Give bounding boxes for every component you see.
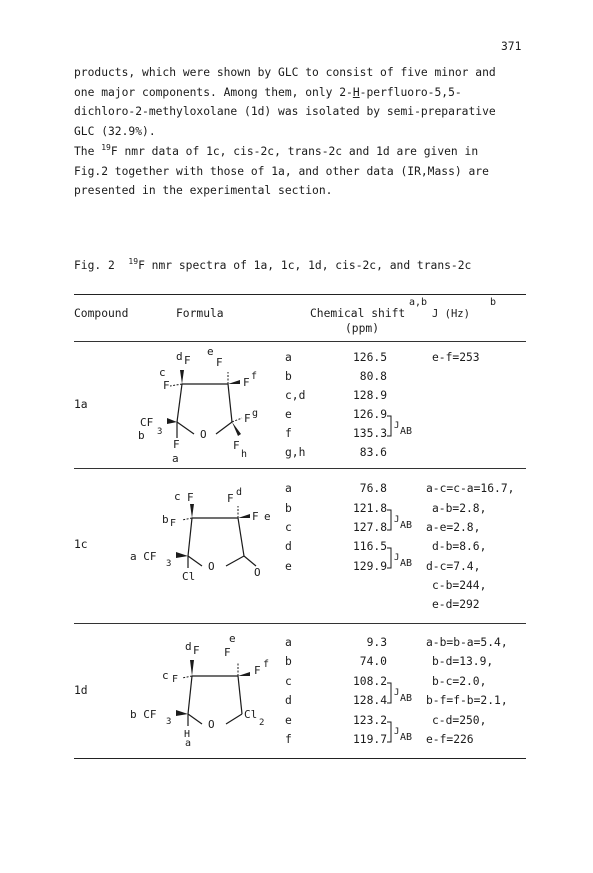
hash-bond — [182, 676, 192, 678]
coupling-value: e-f=226 — [426, 733, 474, 746]
coupling-value: e-f=253 — [432, 351, 480, 364]
bond — [226, 714, 242, 724]
bracket — [387, 416, 391, 436]
atom-f: F — [173, 438, 180, 451]
shift-value: 9.3 — [366, 636, 387, 649]
bracket — [387, 548, 391, 568]
shift-label: e — [285, 560, 292, 573]
hash-bond — [232, 418, 242, 422]
shift-label: d — [285, 694, 292, 707]
structure-1a — [130, 346, 280, 466]
atom-f: F — [172, 674, 179, 685]
label-c: c — [162, 669, 169, 682]
shift-label: b — [285, 370, 292, 383]
shift-value: 121.8 — [352, 502, 387, 515]
compound-label: 1d — [74, 684, 88, 697]
bond — [238, 676, 242, 714]
bond — [188, 676, 192, 714]
header-formula: Formula — [176, 307, 224, 320]
paragraph-line: Fig.2 together with those of 1a, and other data (IR,Mass) are — [74, 165, 489, 178]
shift-value: 126.5 — [352, 351, 387, 364]
shift-value: 76.8 — [359, 482, 387, 495]
ab-subscript: AB — [400, 520, 413, 531]
wedge-bond — [176, 552, 188, 558]
bond — [188, 518, 192, 556]
row-rule — [74, 623, 526, 624]
atom-f: F — [252, 510, 259, 523]
coupling-value: a-b=2.8, — [432, 502, 487, 515]
j-symbol: J — [394, 515, 400, 525]
coupling-value: b-f=f-b=2.1, — [426, 694, 508, 707]
header-rule — [74, 341, 526, 342]
label-f: f — [251, 371, 258, 382]
shift-value: 116.5 — [352, 540, 387, 553]
shift-label: d — [285, 540, 292, 553]
paragraph-line: products, which were shown by GLC to consist of five minor and — [74, 66, 496, 79]
atom-f: F — [254, 664, 261, 677]
table-top-rule — [74, 294, 526, 295]
text: F nmr data of 1c, cis-2c, trans-2c and 1d are given in — [110, 145, 479, 158]
bracket — [387, 722, 391, 742]
shift-value: 128.9 — [352, 389, 387, 402]
header-j: J (Hz) — [432, 308, 470, 320]
compound-label: 1c — [74, 538, 88, 551]
label-d: d — [176, 350, 183, 363]
atom-cf: CF — [140, 416, 154, 429]
label-b: b — [138, 429, 145, 442]
shift-label: a — [285, 636, 292, 649]
ab-subscript: AB — [400, 558, 413, 569]
bond — [226, 556, 244, 566]
shift-label: c,d — [285, 389, 306, 402]
atom-f: F — [227, 492, 234, 505]
jab-bracket — [386, 504, 422, 536]
wedge-bond — [238, 514, 250, 518]
jab-bracket — [386, 677, 422, 709]
wedge-bond — [228, 380, 240, 384]
j-symbol: J — [394, 421, 400, 431]
coupling-value: d-b=8.6, — [432, 540, 487, 553]
atom-f: F — [244, 412, 251, 425]
shift-label: e — [285, 408, 292, 421]
subscript-3: 3 — [166, 717, 172, 727]
wedge-bond — [190, 504, 194, 518]
label-d: d — [236, 487, 243, 498]
coupling-value: b-d=13.9, — [432, 655, 494, 668]
wedge-bond — [167, 418, 177, 424]
subscript-2: 2 — [259, 718, 265, 728]
atom-f: F — [187, 491, 194, 504]
atom-o: O — [208, 560, 215, 573]
bond — [188, 714, 202, 724]
shift-value: 74.0 — [359, 655, 387, 668]
header-compound: Compound — [74, 307, 129, 320]
coupling-value: c-d=250, — [432, 714, 487, 727]
atom-cl: Cl — [182, 570, 196, 582]
text: one major components. Among them, only 2- — [74, 86, 353, 99]
shift-label: c — [285, 521, 292, 534]
subscript-3: 3 — [157, 427, 163, 437]
shift-value: 123.2 — [352, 714, 387, 727]
bond — [177, 422, 194, 434]
hash-bond — [170, 384, 182, 386]
atom-f: F — [216, 356, 223, 369]
compound-label: 1a — [74, 398, 88, 411]
figure-label: Fig. 2 — [74, 259, 115, 272]
shift-value: 128.4 — [352, 694, 387, 707]
atom-o: O — [254, 566, 261, 579]
wedge-bond — [190, 660, 194, 676]
shift-value: 83.6 — [359, 446, 387, 459]
coupling-value: a-b=b-a=5.4, — [426, 636, 508, 649]
atom-cl: Cl — [244, 708, 258, 721]
wedge-bond — [180, 370, 184, 384]
shift-value: 108.2 — [352, 675, 387, 688]
label-f: f — [263, 659, 270, 670]
coupling-value: c-b=244, — [432, 579, 487, 592]
atom-f: F — [184, 354, 191, 367]
ab-subscript: AB — [400, 693, 413, 704]
structure-1d — [130, 628, 280, 746]
row-rule — [74, 468, 526, 469]
shift-value: 127.8 — [352, 521, 387, 534]
bond — [228, 384, 232, 422]
label-a: a — [185, 738, 192, 746]
structure-1c — [130, 482, 280, 582]
atom-f: F — [233, 439, 240, 452]
atom-o: O — [200, 428, 207, 441]
shift-value: 135.3 — [352, 427, 387, 440]
caption-text: F nmr spectra of 1a, 1c, 1d, cis-2c, and trans-2c — [138, 259, 472, 272]
paragraph-line: dichloro-2-methyloxolane (1d) was isolated by semi-preparative — [74, 105, 496, 118]
atom-f: F — [243, 376, 250, 389]
label-h: h — [241, 449, 248, 460]
header-shift: Chemical shift — [310, 307, 406, 320]
jab-bracket — [386, 542, 422, 574]
wedge-bond — [232, 422, 241, 436]
coupling-value: a-e=2.8, — [426, 521, 481, 534]
shift-label: f — [285, 733, 292, 746]
shift-label: c — [285, 675, 292, 688]
hash-bond — [182, 518, 192, 520]
ab-subscript: AB — [400, 732, 413, 743]
bond — [244, 556, 256, 566]
wedge-bond — [238, 672, 250, 676]
label-e: e — [229, 632, 236, 645]
jab-bracket — [386, 716, 422, 748]
shift-value: 129.9 — [352, 560, 387, 573]
wedge-bond — [176, 710, 188, 716]
label-e: e — [264, 510, 271, 523]
table-bottom-rule — [74, 758, 526, 759]
label-d: d — [185, 640, 192, 653]
jab-bracket — [386, 410, 416, 442]
label-a: a — [172, 452, 179, 465]
j-symbol: J — [394, 727, 400, 737]
label-b: b — [162, 513, 169, 526]
label-g: g — [252, 408, 259, 419]
figure-caption — [74, 259, 471, 272]
bond — [238, 518, 244, 556]
header-ppm: (ppm) — [345, 322, 380, 335]
text: -perfluoro-5,5- — [359, 86, 462, 99]
subscript-3: 3 — [166, 559, 172, 569]
shift-label: f — [285, 427, 292, 440]
shift-value: 80.8 — [359, 370, 387, 383]
paragraph-line: presented in the experimental section. — [74, 184, 333, 197]
bond — [216, 422, 232, 434]
superscript: 19 — [128, 257, 139, 266]
text: The — [74, 145, 102, 158]
shift-label: b — [285, 502, 292, 515]
label-c: c — [174, 490, 181, 503]
coupling-value: a-c=c-a=16.7, — [426, 482, 515, 495]
atom-cf: a CF — [130, 550, 157, 563]
j-symbol: J — [394, 688, 400, 698]
shift-value: 119.7 — [352, 733, 387, 746]
atom-f: F — [193, 644, 200, 657]
shift-label: a — [285, 482, 292, 495]
atom-f: F — [224, 646, 231, 659]
bond — [177, 384, 182, 422]
shift-label: g,h — [285, 446, 306, 459]
ab-subscript: AB — [400, 426, 413, 437]
shift-label: a — [285, 351, 292, 364]
paragraph-line — [74, 86, 462, 99]
atom-f: F — [170, 518, 177, 529]
header-shift-sup: a,b — [409, 297, 428, 308]
shift-label: e — [285, 714, 292, 727]
shift-value: 126.9 — [352, 408, 387, 421]
superscript: 19 — [101, 143, 111, 152]
coupling-value: d-c=7.4, — [426, 560, 481, 573]
bracket — [387, 510, 391, 530]
paragraph-line: GLC (32.9%). — [74, 125, 156, 138]
coupling-value: b-c=2.0, — [432, 675, 487, 688]
j-symbol: J — [394, 553, 400, 563]
paragraph-line — [74, 145, 478, 158]
atom-f: F — [163, 379, 170, 392]
label-c: c — [159, 366, 166, 379]
atom-cf: b CF — [130, 708, 157, 721]
atom-h: H — [184, 729, 191, 740]
underlined-h: H — [352, 86, 360, 99]
shift-label: b — [285, 655, 292, 668]
label-e: e — [207, 346, 214, 358]
bracket — [387, 683, 391, 703]
bond — [188, 556, 202, 566]
coupling-value: e-d=292 — [432, 598, 480, 611]
page-number: 371 — [501, 40, 522, 53]
atom-o: O — [208, 718, 215, 731]
header-j-sup: b — [490, 297, 497, 308]
